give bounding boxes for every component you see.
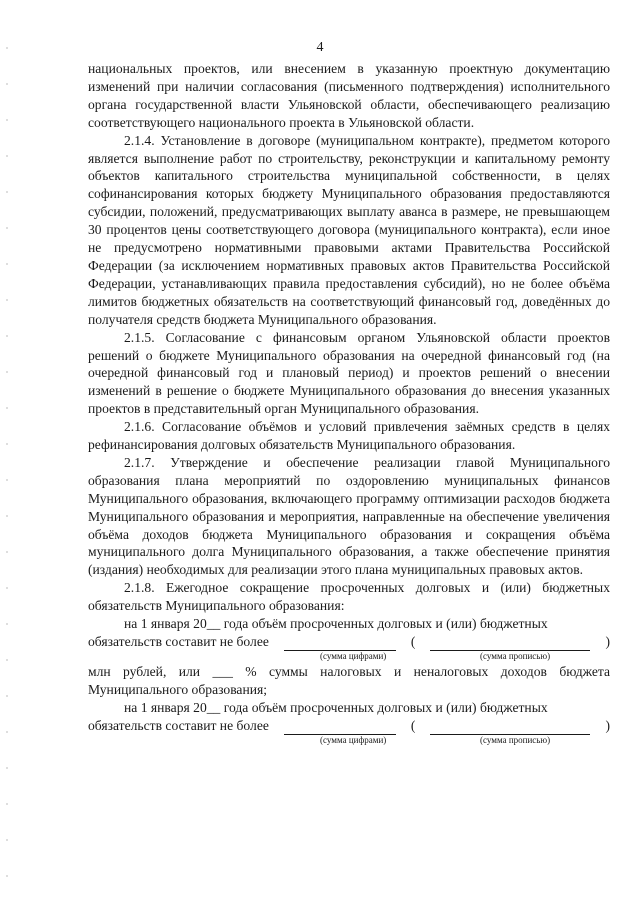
form1-paren-close: ) [605,634,610,649]
paragraph-continuation: национальных проектов, или внесением в указанную проектную документацию изменений при наличии согласования (письменного подтверждения) исполнительного органа государственной власти Ульяновской области, обеспечивающего реализацию соответствующего национального проекта в Ульяновской области. [88,61,610,130]
form1-amount-digits-field[interactable] [284,638,396,651]
form2-paren-close: ) [605,717,610,733]
form2-amount-words-field[interactable] [430,722,590,735]
form2-amount-digits-field[interactable] [284,722,396,735]
form1-line1: на 1 января 20__ года объём просроченных долговых и (или) бюджетных [124,616,548,632]
binding-margin-dots [6,30,8,880]
paragraph-2-1-7: 2.1.7. Утверждение и обеспечение реализации главой Муниципального образования плана мероприятий по оздоровлению муниципальных финансов Муниципального образования, включающего программу оптимизации расходов бюджета Муниципального образования и мероприятия, направленные на обеспечение увеличения объёма доходов бюджета Муниципального образования и сокращения объёма муниципального долга Муниципального образования, а также обеспечение принятия (издания) необходимых для реализации этого плана муниципальных правовых актов. [88,454,610,578]
paragraph-2-1-6: 2.1.6. Согласование объёмов и условий привлечения заёмных средств в целях рефинансирования долговых обязательств Муниципального образования. [88,419,610,453]
form1-amount-row [88,633,610,651]
form1-caption-words: (сумма прописью) [480,650,551,661]
page-number: 4 [316,40,324,55]
form2-amount-row [88,717,610,735]
form1-after-text: млн рублей, или ___ % суммы налоговых и неналоговых доходов бюджета Муниципального образования; [88,663,610,697]
form1-caption-row [88,651,610,663]
paragraph-2-1-4: 2.1.4. Установление в договоре (муниципальном контракте), предметом которого является выполнение работ по строительству, реконструкции и капитальному ремонту объектов капитального строительства муниципальной собственности, в целях софинансирования которых бюджету Муниципального образования предоставляются субсидии, положений, предусматривающих выплату аванса в размере, не превышающем 30 процентов цены соответствующего договора (муниципального контракта), если иное не предусмотрено нормативными правовыми актами Правительства Российской Федерации (за исключением нормативных правовых актов Правительства Российской Федерации, устанавливающих правила предоставления субсидий), но не более объёма лимитов бюджетных обязательств на соответствующий финансовый год, доведённых до получателя средств бюджета Муниципального образования. [88,132,610,327]
form1-label: обязательств составит не более [88,634,269,649]
paragraph-2-1-8: 2.1.8. Ежегодное сокращение просроченных долговых и (или) бюджетных обязательств Муниципального образования: [88,580,610,614]
form2-caption-words: (сумма прописью) [480,734,551,745]
form1-amount-words-field[interactable] [430,638,590,651]
form2-line1: на 1 января 20__ года объём просроченных долговых и (или) бюджетных [124,699,548,715]
form1-paren-open: ( [410,634,416,649]
document-body [88,60,610,747]
form1-caption-digits: (сумма цифрами) [320,650,387,661]
form2-paren-open: ( [410,717,416,733]
form2-label: обязательств составит не более [88,717,269,733]
form2-caption-row [88,735,610,747]
paragraph-2-1-5: 2.1.5. Согласование с финансовым органом Ульяновской области проектов решений о бюджете Муниципального образования на очередной финансовый год (на очередной финансовый год и плановый период) и проектов решений о внесении изменений в решение о бюджете Муниципального образования до внесения указанных проектов в представительный орган Муниципального образования. [88,329,610,417]
form2-caption-digits: (сумма цифрами) [320,734,387,745]
